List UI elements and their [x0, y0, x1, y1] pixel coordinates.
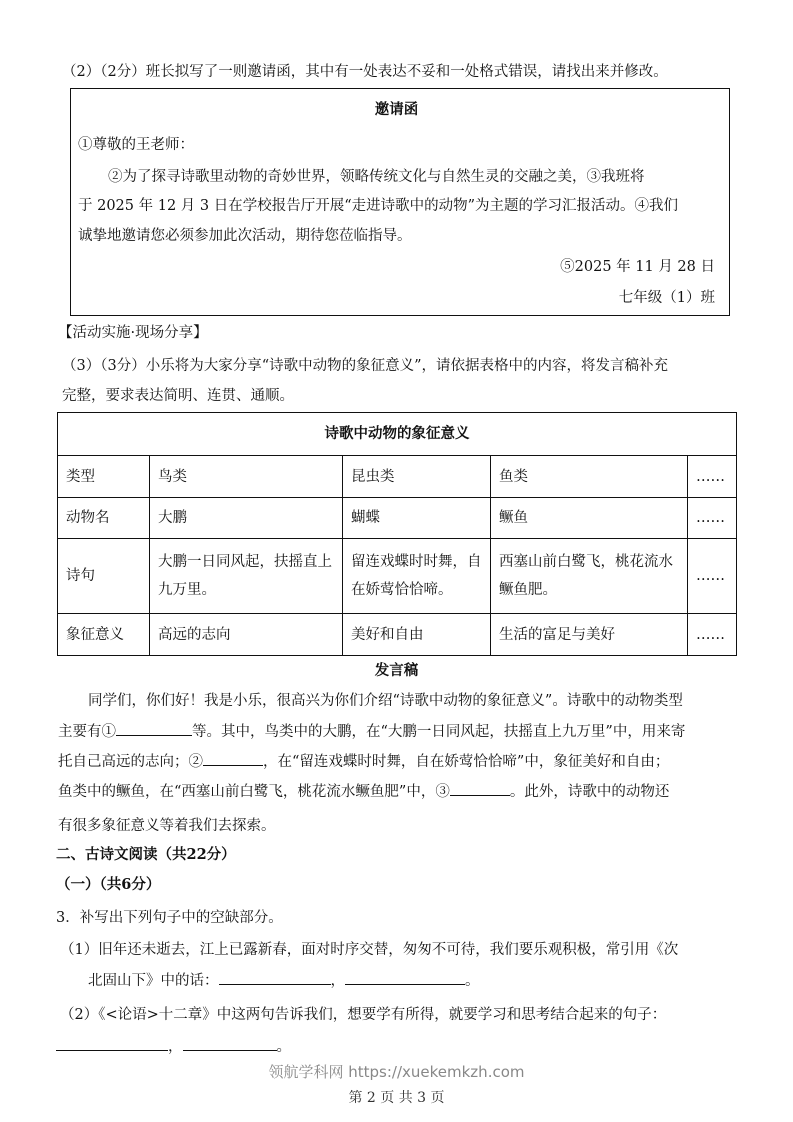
watermark: 领航学科网 https://xuekemkzh.com: [268, 1063, 525, 1081]
speech-line: 同学们，你们好！我是小乐，很高兴为你们介绍“诗歌中动物的象征意义”。诗歌中的动物类型: [88, 693, 683, 709]
speech-line: [58, 781, 669, 802]
question-2-prompt: （2）（2分）班长拟写了一则邀请函，其中有一处表达不妥和一处格式错误，请找出来并修改。: [62, 64, 668, 80]
question-3-title: 3．补写出下列句子中的空缺部分。: [56, 910, 283, 926]
question-3-prompt-cont: 完整，要求表达简明、连贯、通顺。: [62, 388, 294, 404]
table-cell: 大鹏: [150, 498, 343, 539]
answer-blank-1[interactable]: [116, 721, 192, 736]
question-3-prompt: （3）（3分）小乐将为大家分享“诗歌中动物的象征意义”，请依据表格中的内容，将发言稿补充: [62, 358, 669, 374]
symbolism-table: [57, 412, 737, 656]
sub-question-1: （1）旧年还未逝去，江上已露新春，面对时序交替，匆匆不可待，我们要乐观积极，常引用《次: [60, 942, 679, 958]
punctuation: ，: [330, 973, 345, 989]
invitation-line: 于 2025 年 12 月 3 日在学校报告厅开展“走进诗歌中的动物”为主题的学习汇报活动。④我们: [78, 198, 679, 214]
sub-question-1-cont: [88, 970, 480, 991]
table-row: [58, 456, 737, 498]
table-cell: 西塞山前白鹭飞，桃花流水鳜鱼肥。: [491, 539, 688, 614]
answer-blank[interactable]: [345, 970, 465, 985]
section-heading: 【活动实施·现场分享】: [58, 325, 208, 341]
part-2-heading: 二、古诗文阅读（共22分）: [56, 846, 236, 863]
answer-blank-2[interactable]: [203, 751, 263, 766]
table-row: [58, 498, 737, 539]
invitation-signature: 七年级（1）班: [618, 290, 715, 306]
part-2-subheading: （一）（共6分）: [56, 876, 161, 893]
table-title: 诗歌中动物的象征意义: [58, 413, 737, 456]
table-row: [58, 614, 737, 656]
speech-text: 。此外，诗歌中的动物还: [509, 784, 670, 800]
table-cell: 美好和自由: [343, 614, 491, 656]
table-cell: 类型: [58, 456, 150, 498]
table-cell: 高远的志向: [150, 614, 343, 656]
table-cell: ……: [688, 498, 737, 539]
question-text: 北固山下》中的话：: [88, 973, 219, 989]
table-cell: 鸟类: [150, 456, 343, 498]
speech-line: [58, 721, 685, 742]
page-number: 第 2 页 共 3 页: [348, 1090, 445, 1106]
punctuation: 。: [276, 1039, 291, 1055]
table-cell: 诗句: [58, 539, 150, 614]
speech-line: [58, 751, 669, 772]
table-cell: 动物名: [58, 498, 150, 539]
table-cell: ……: [688, 456, 737, 498]
answer-blank[interactable]: [219, 970, 331, 985]
answer-blank[interactable]: [56, 1036, 168, 1051]
table-cell: 鱼类: [491, 456, 688, 498]
invitation-line: 诚挚地邀请您必须参加此次活动，期待您莅临指导。: [78, 228, 412, 244]
invitation-title: 邀请函: [374, 101, 419, 118]
table-cell: 鳜鱼: [491, 498, 688, 539]
speech-line: 有很多象征意义等着我们去探索。: [58, 818, 276, 834]
table-cell: ……: [688, 539, 737, 614]
table-cell: 象征意义: [58, 614, 150, 656]
punctuation: ，: [168, 1039, 183, 1055]
table-cell: ……: [688, 614, 737, 656]
punctuation: 。: [465, 973, 480, 989]
speech-text: 鱼类中的鳜鱼，在“西塞山前白鹭飞，桃花流水鳜鱼肥”中，③: [58, 784, 450, 800]
sub-question-2-blanks: [56, 1036, 291, 1057]
speech-text: 等。其中，鸟类中的大鹏，在“大鹏一日同风起，扶摇直上九万里”中，用来寄: [192, 724, 686, 740]
answer-blank[interactable]: [183, 1036, 277, 1051]
sub-question-2: （2）《<论语>十二章》中这两句告诉我们，想要学有所得，就要学习和思考结合起来的句子：: [60, 1007, 667, 1023]
answer-blank-3[interactable]: [450, 781, 510, 796]
table-cell: 留连戏蝶时时舞，自在娇莺恰恰啼。: [343, 539, 491, 614]
table-row: [58, 539, 737, 614]
speech-text: 托自己高远的志向；②: [58, 754, 203, 770]
table-cell: 蝴蝶: [343, 498, 491, 539]
table-cell: 昆虫类: [343, 456, 491, 498]
table-cell: 大鹏一日同风起，扶摇直上九万里。: [150, 539, 343, 614]
speech-text: ，在“留连戏蝶时时舞，自在娇莺恰恰啼”中，象征美好和自由；: [263, 754, 670, 770]
invitation-date: ⑤2025 年 11 月 28 日: [560, 259, 715, 275]
invitation-line: ②为了探寻诗歌里动物的奇妙世界，领略传统文化与自然生灵的交融之美，③我班将: [108, 169, 645, 185]
speech-text: 主要有①: [58, 724, 116, 740]
speech-title: 发言稿: [374, 662, 419, 679]
table-cell: 生活的富足与美好: [491, 614, 688, 656]
invitation-salutation: ①尊敬的王老师：: [78, 137, 194, 153]
